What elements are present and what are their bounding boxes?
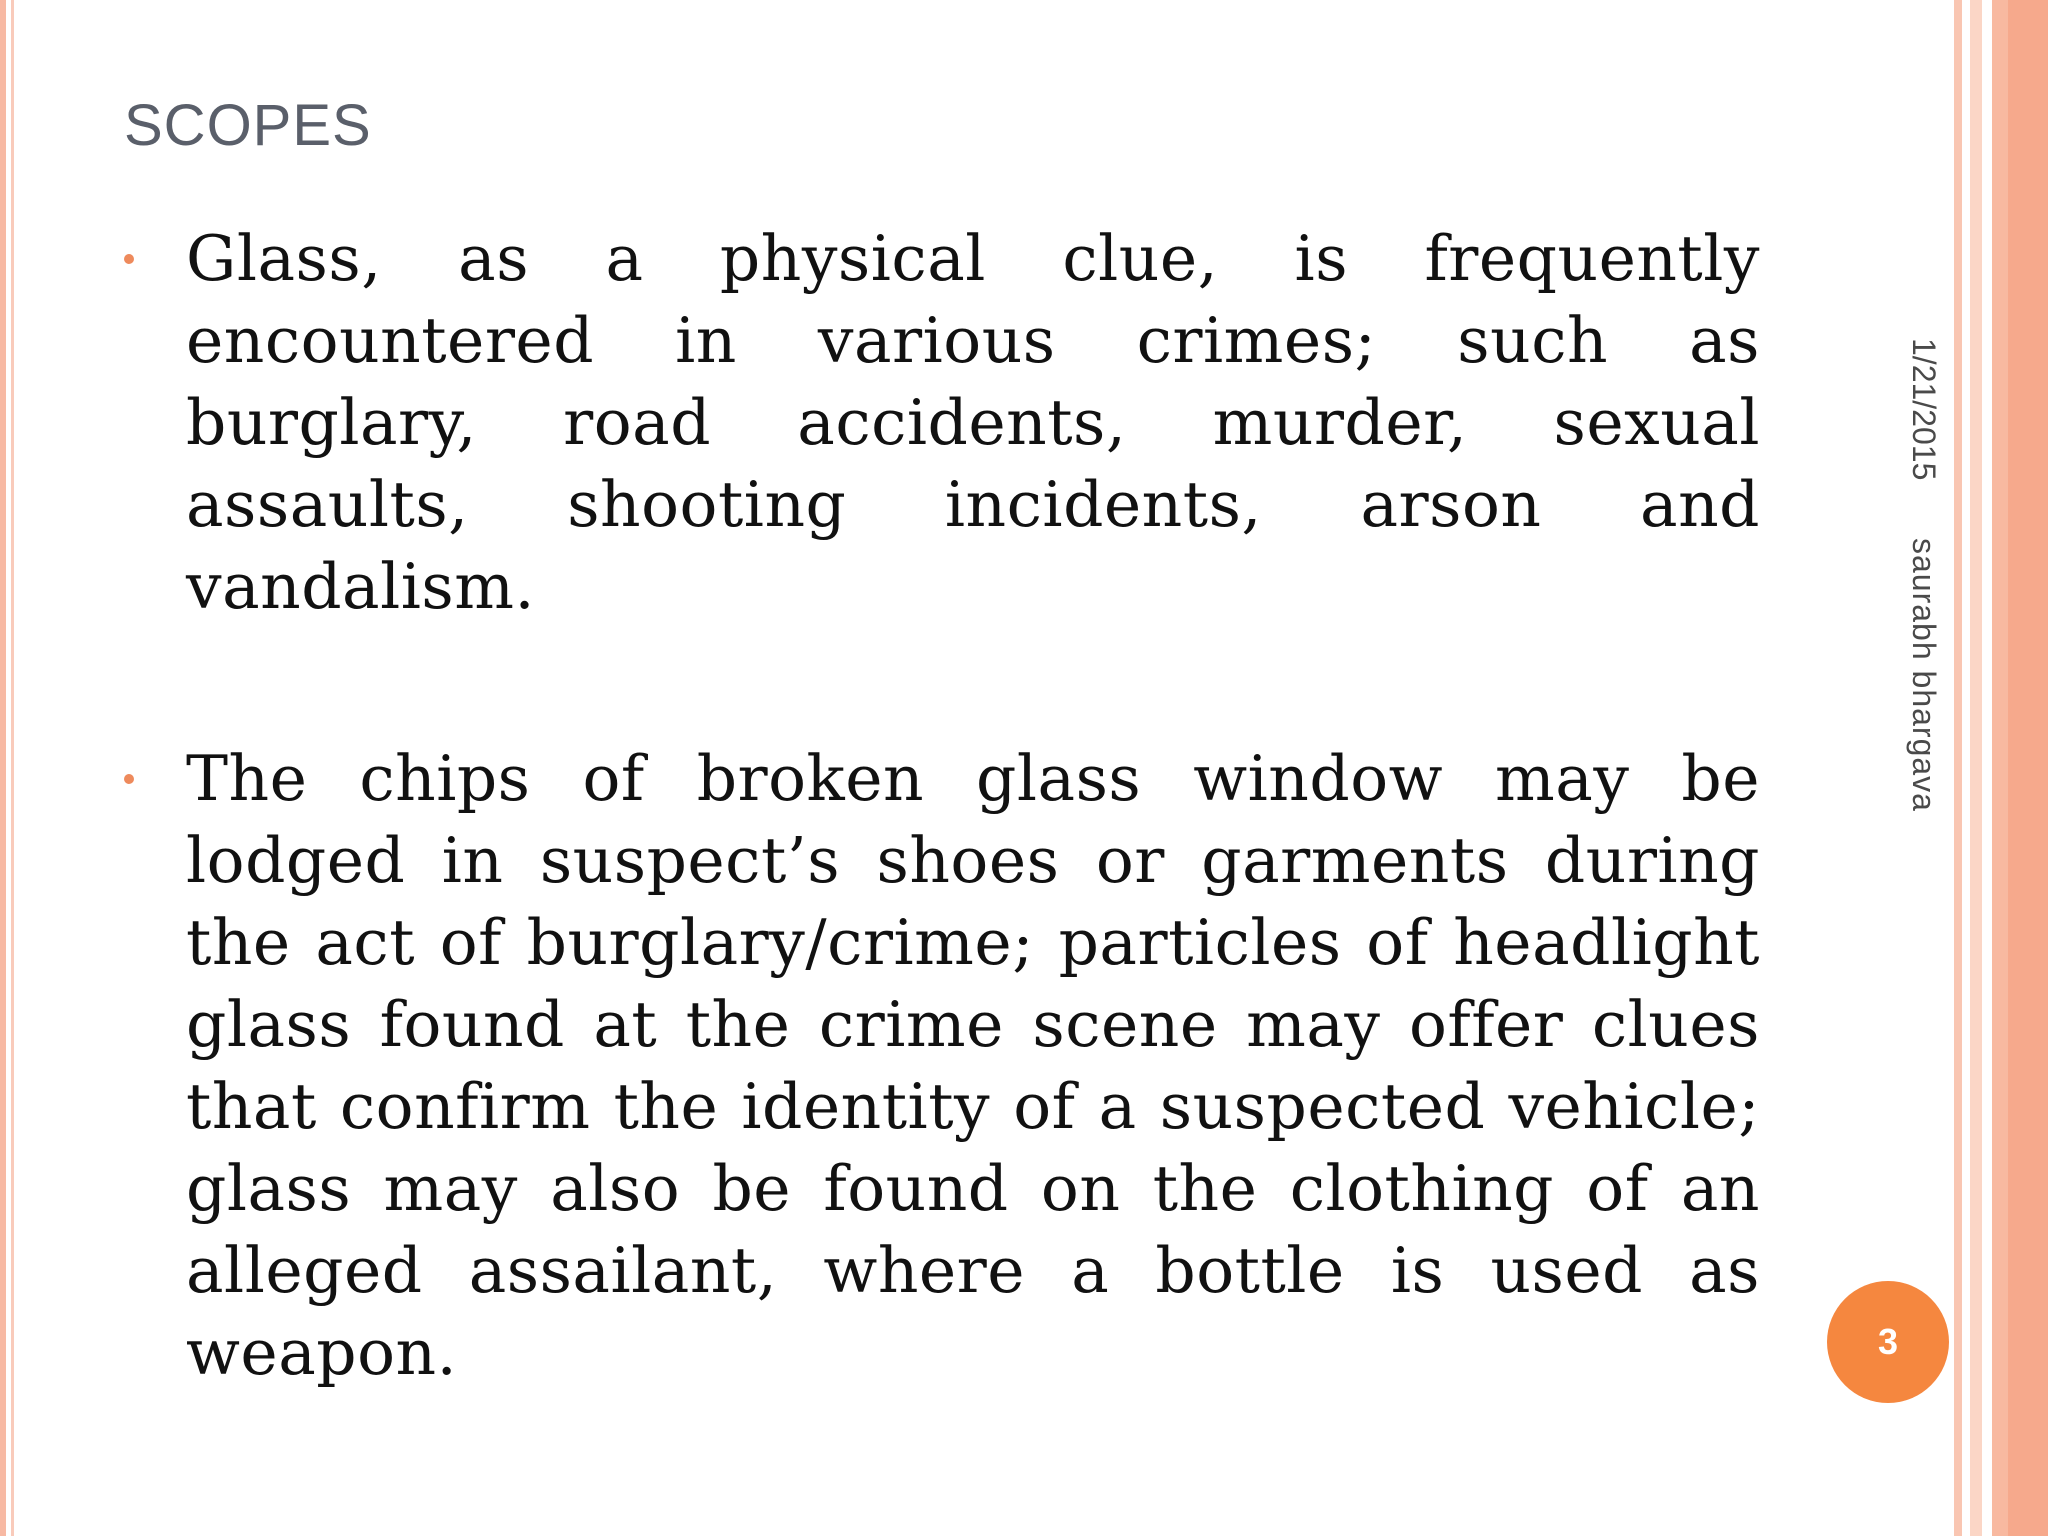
left-decorative-stripe-thin — [11, 0, 14, 1536]
right-decorative-band-dark — [2008, 0, 2048, 1536]
right-decorative-band-light — [1970, 0, 1982, 1536]
bullet-text: Glass, as a physical clue, is frequently encountered in various crimes; such as burglary, road accidents, murder, sexual assaults, shooting incidents, arson and vandalism. — [186, 222, 1760, 623]
slide-author: saurabh bhargava — [1906, 538, 1942, 812]
right-decorative-gap-2 — [1982, 0, 1992, 1536]
page-number: 3 — [1877, 1321, 1899, 1362]
bullet-item — [120, 738, 1760, 1394]
bullet-text: The chips of broken glass window may be lodged in suspect’s shoes or garments during the act of burglary/crime; particles of headlight glass found at the crime scene may offer clues that confirm the identity of a suspected vehicle; glass may also be found on the clothing of an alleged assailant, where a bottle is used as weapon. — [186, 742, 1760, 1389]
right-decorative-line — [1954, 0, 1962, 1536]
right-decorative-band-medium — [1992, 0, 2008, 1536]
bullet-list — [120, 218, 1760, 1504]
bullet-item — [120, 218, 1760, 628]
bullet-dot-icon — [124, 774, 134, 784]
left-decorative-stripe — [0, 0, 6, 1536]
slide-date: 1/21/2015 — [1906, 338, 1942, 481]
slide-title: SCOPES — [124, 93, 372, 158]
bullet-dot-icon — [124, 254, 134, 264]
page-number-badge — [1827, 1281, 1949, 1403]
right-decorative-gap — [1962, 0, 1970, 1536]
